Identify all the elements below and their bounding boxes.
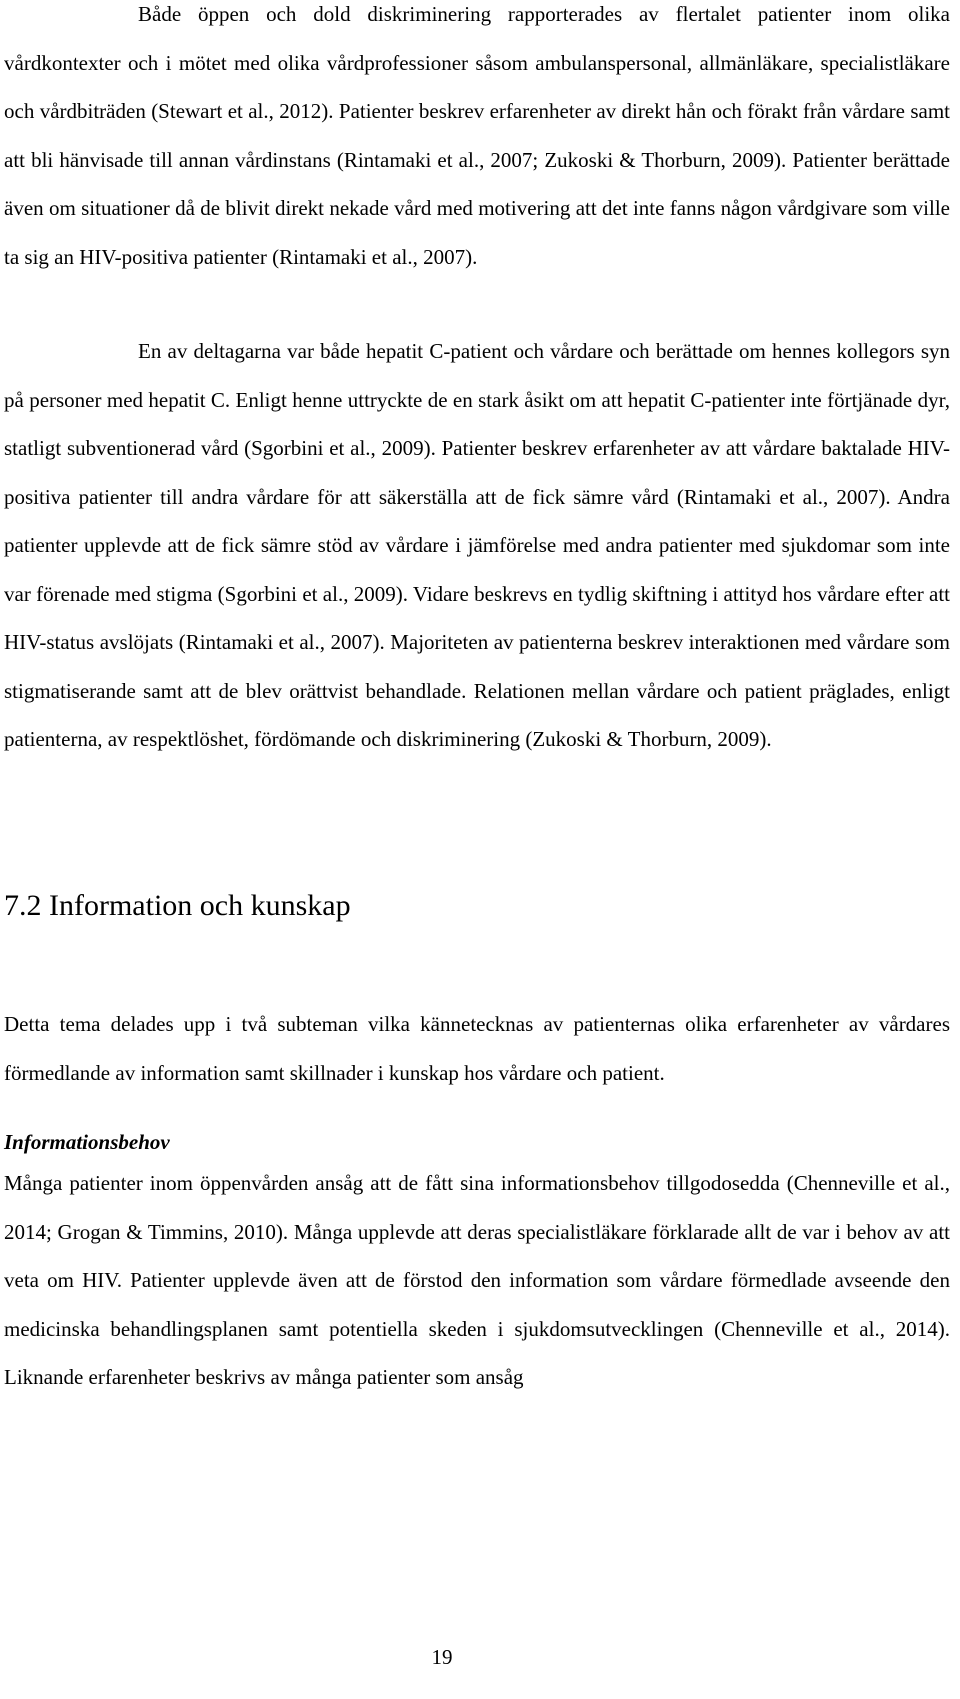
body-paragraph: Detta tema delades upp i två subteman vilka kännetecknas av patienternas olika erfarenheter av vårdares förmedlande av information samt skillnader i kunskap hos vårdare och patient. [4, 1012, 950, 1085]
subsection-heading: Informationsbehov [4, 1130, 170, 1154]
body-paragraph: Många patienter inom öppenvården ansåg att de fått sina informationsbehov tillgodosedda (Chenneville et al., 2014; Grogan & Timmins, 2010). Många upplevde att deras specialistläkare förklarade allt de var i behov av att veta om HIV. Patienter upplevde även att de förstod den information som vårdare förmedlade avseende den medicinska behandlingsplanen samt potentiella skeden i sjukdomsutvecklingen (Chenneville et al., 2014). Liknande erfarenheter beskrivs av många patienter som ansåg [4, 1171, 950, 1389]
section-heading: 7.2 Information och kunskap [4, 889, 351, 922]
body-paragraph: Både öppen och dold diskriminering rapporterades av flertalet patienter inom olika vårdkontexter och i mötet med olika vårdprofessioner såsom ambulanspersonal, allmänläkare, specialistläkare och vårdbiträden (Stewart et al., 2012). Patienter beskrev erfarenheter av direkt hån och förakt från vårdare samt att bli hänvisade till annan vårdinstans (Rintamaki et al., 2007; Zukoski & Thorburn, 2009). Patienter berättade även om situationer då de blivit direkt nekade vård med motivering att det inte fanns någon vårdgivare som ville ta sig an HIV-positiva patienter (Rintamaki et al., 2007). [4, 2, 950, 269]
body-paragraph: En av deltagarna var både hepatit C-patient och vårdare och berättade om hennes kollegors syn på personer med hepatit C. Enligt henne uttryckte de en stark åsikt om att hepatit C-patienter inte förtjänade dyr, statligt subventionerad vård (Sgorbini et al., 2009). Patienter beskrev erfarenheter av att vårdare baktalade HIV-positiva patienter till andra vårdare för att säkerställa att de fick sämre vård (Rintamaki et al., 2007). Andra patienter upplevde att de fick sämre stöd av vårdare i jämförelse med andra patienter med sjukdomar som inte var förenade med stigma (Sgorbini et al., 2009). Vidare beskrevs en tydlig skiftning i attityd hos vårdare efter att HIV-status avslöjats (Rintamaki et al., 2007). Majoriteten av patienterna beskrev interaktionen med vårdare som stigmatiserande samt att de blev orättvist behandlade. Relationen mellan vårdare och patient präglades, enligt patienterna, av respektlöshet, fördömande och diskriminering (Zukoski & Thorburn, 2009). [4, 339, 950, 751]
page-number: 19 [431, 1645, 453, 1669]
